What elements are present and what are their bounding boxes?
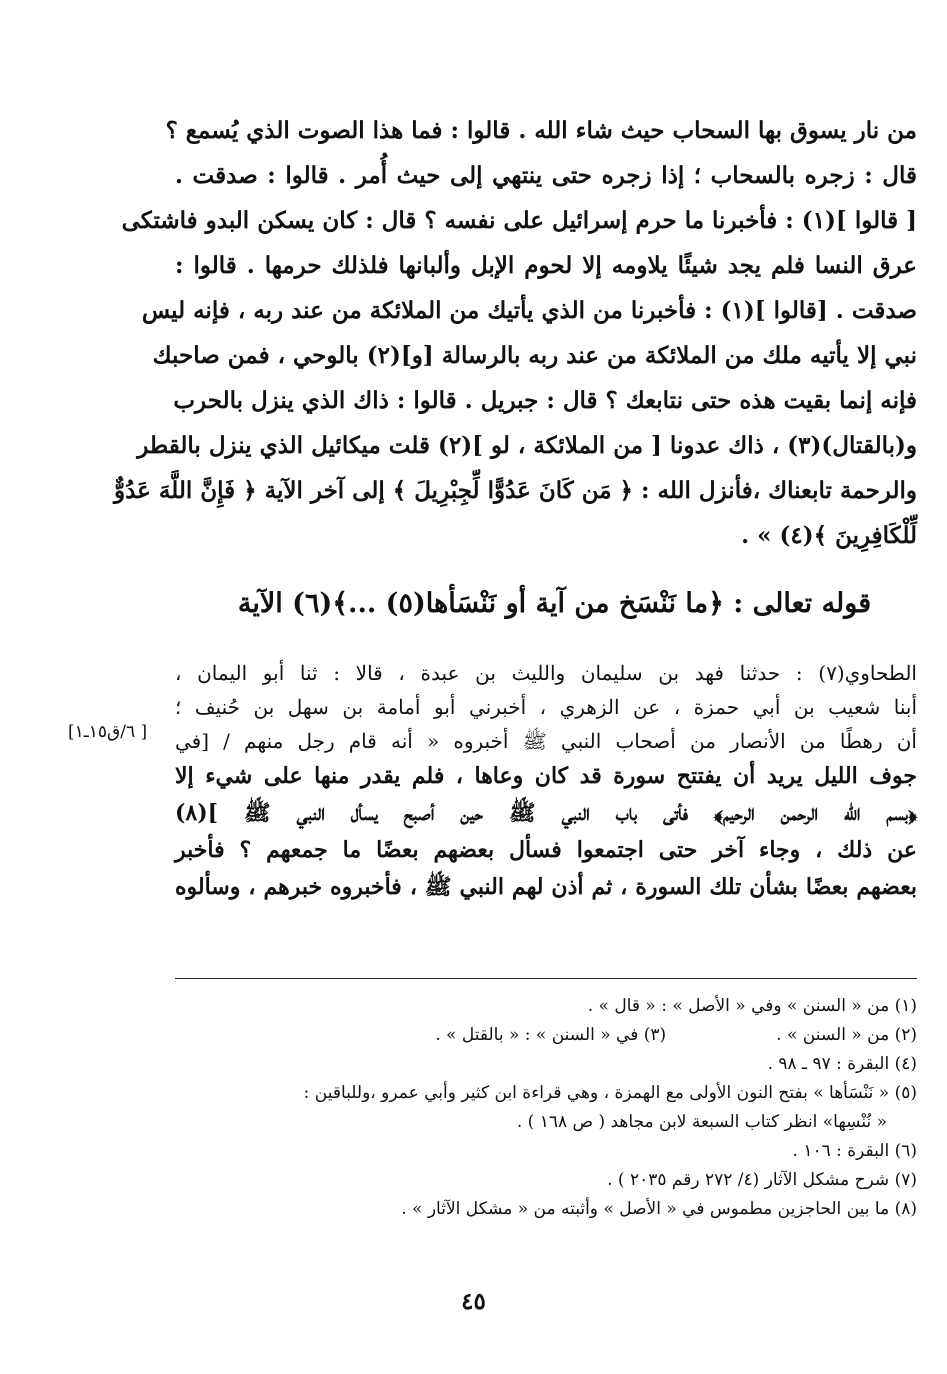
text-line: صدقت . [قالوا ](١) : فأخبرنا من الذي يأتيك من الملائكة من عند ربه ، فإنه ليس <box>141 297 917 324</box>
text-line: الطحاوي(٧) : حدثنا فهد بن سليمان والليث بن عبدة ، قالا : ثنا أبو اليمان ، <box>175 661 917 685</box>
footnote: (٨) ما بين الحاجزين مطموس في « الأصل » وأثبته من « مشكل الآثار » . <box>401 1199 917 1219</box>
footnote-continuation: « نُنْسِها» انظر كتاب السبعة لابن مجاهد ( ص ١٦٨ ) . <box>516 1112 887 1132</box>
manuscript-margin-reference: [ ٦/ق١٥ـ١] <box>68 722 148 742</box>
text-line: و(بالقتال)(٣) ، ذاك عدونا [ من الملائكة ، لو ](٢) قلت ميكائيل الذي ينزل بالقطر <box>137 432 917 459</box>
text-line: قال : زجره بالسحاب ؛ إذا زجره حتى ينتهي إلى حيث أُمر . قالوا : صدقت . <box>175 162 917 189</box>
text-line: [ قالوا ](١) : فأخبرنا ما حرم إسرائيل على نفسه ؟ قال : كان يسكن البدو فاشتكى <box>121 207 917 234</box>
section-text-block <box>175 656 917 906</box>
footnote: (٦) البقرة : ١٠٦ . <box>792 1141 917 1161</box>
text-line: جوف الليل يريد أن يفتتح سورة قد كان وعاها ، فلم يقدر منها على شيء إلا <box>175 763 917 789</box>
footnote-row <box>175 1021 917 1050</box>
section-heading: قوله تعالى : ﴿ما نَنْسَخ من آية أو نَنْسَأها(٥) ...﴾(٦) الآية <box>237 588 872 619</box>
text-line: فإنه إنما بقيت هذه حتى نتابعك ؟ قال : جبريل . قالوا : ذاك الذي ينزل بالحرب <box>173 387 917 414</box>
text-line: أن رهطًا من الأنصار من أصحاب النبي ﷺ أخبروه « أنه قام رجل منهم / [في <box>175 729 917 753</box>
text-line: من نار يسوق بها السحاب حيث شاء الله . قالوا : فما هذا الصوت الذي يُسمع ؟ <box>165 117 917 144</box>
text-line: عرق النسا فلم يجد شيئًا يلاومه إلا لحوم الإبل وألبانها فلذلك حرمها . قالوا : <box>175 252 917 279</box>
text-line: بعضهم بعضًا بشأن تلك السورة ، ثم أذن لهم النبي ﷺ ، فأخبروه خبرهم ، وسألوه <box>175 874 917 900</box>
main-text-block <box>114 108 917 558</box>
text-line: لِّلْكَافِرِينَ ﴾(٤) » . <box>741 522 917 549</box>
footnote: (٣) في « السنن » : « بالقتل » . <box>435 1025 667 1045</box>
text-line: نبي إلا يأتيه ملك من الملائكة من عند ربه بالرسالة [و](٢) بالوحي ، فمن صاحبك <box>152 342 917 369</box>
footnote: (٧) شرح مشكل الآثار (٤/ ٢٧٢ رقم ٢٠٣٥ ) . <box>607 1170 917 1190</box>
footnote: (٥) « نَنْسَأها » بفتح النون الأولى مع الهمزة ، وهي قراءة ابن كثير وأبي عمرو ،وللباقين : <box>303 1083 917 1103</box>
footnote: (٢) من « السنن » . <box>776 1025 917 1045</box>
footnotes <box>175 992 917 1224</box>
text-line: عن ذلك ، وجاء آخر حتى اجتمعوا فسأل بعضهم بعضًا ما جمعهم ؟ فأخبر <box>175 837 917 863</box>
text-line: أبنا شعيب بن أبي حمزة ، عن الزهري ، أخبرني أبو أمامة بن سهل بن حُنيف ؛ <box>175 695 917 719</box>
text-line: ﴿بسم الله الرحمن الرحيم﴾ فأتى باب النبي ﷺ حين أصبح يسأل النبي ﷺ ](٨) <box>175 800 917 826</box>
footnote: (١) من « السنن » وفي « الأصل » : « قال » . <box>587 996 917 1016</box>
page-number: ٤٥ <box>461 1288 486 1315</box>
footnote: (٤) البقرة : ٩٧ ـ ٩٨ . <box>767 1054 917 1074</box>
footnote-divider <box>175 978 917 979</box>
text-line: والرحمة تابعناك ،فأنزل الله : ﴿ مَن كَانَ عَدُوًّا لِّجِبْرِيلَ ﴾ إلى آخر الآية ﴿ فَإِنَّ اللَّهَ عَدُوٌّ <box>114 477 917 504</box>
